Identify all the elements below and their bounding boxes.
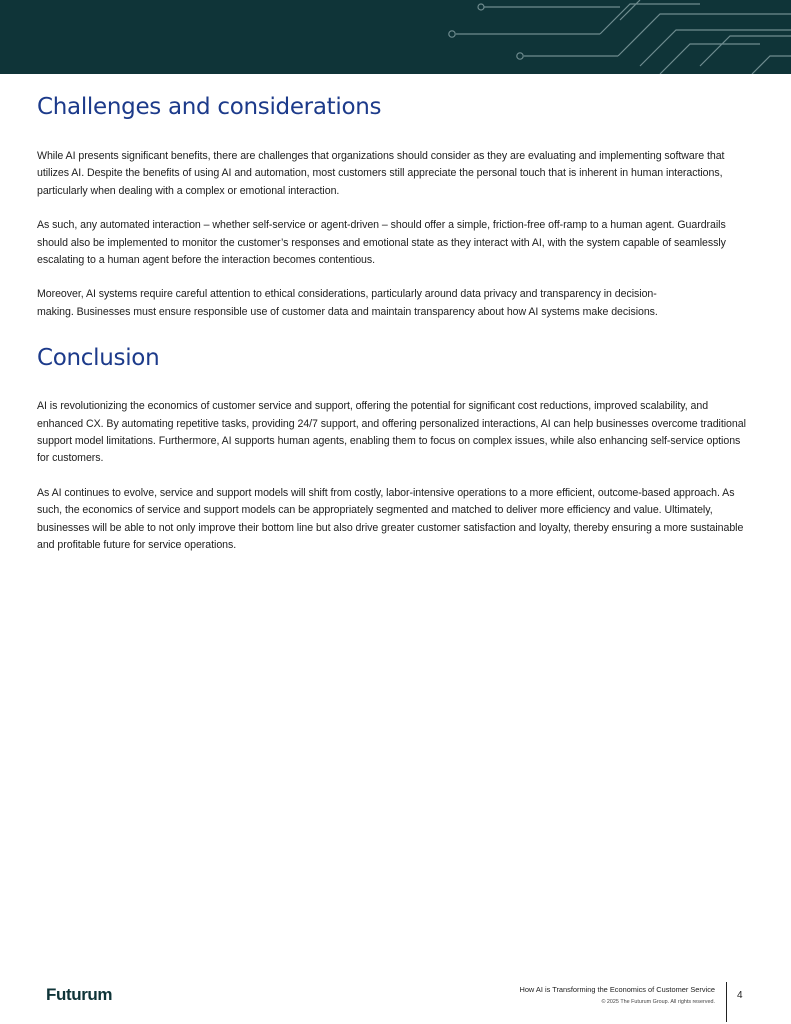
footer-copyright: © 2025 The Futurum Group. All rights reserved. xyxy=(601,999,715,1005)
challenges-paragraph-1: While AI presents significant benefits, there are challenges that organizations should consider as they are evaluating and implementing software that utilizes AI. Despite the benefits of using AI and automation, most customers still appreciate the personal touch that is inherent in human interactions, particularly when dealing with a complex or emotional interaction. xyxy=(37,150,725,197)
futurum-logo: Futurum xyxy=(46,985,113,1004)
footer-doc-title: How AI is Transforming the Economics of Customer Service xyxy=(519,985,715,994)
circuit-decoration-icon xyxy=(0,0,791,74)
conclusion-paragraph-2: As AI continues to evolve, service and support models will shift from costly, labor-intensive operations to a more efficient, outcome-based approach. As such, the economics of service and support models can be appropriately segmented and matched to deliver more efficiency and value. Ultimately, businesses will be able to not only improve their bottom line but also drive greater customer satisfaction and loyalty, thereby ensuring a more sustainable and profitable future for service operations. xyxy=(37,486,744,552)
challenges-paragraph-2: As such, any automated interaction – whether self-service or agent-driven – should offer a simple, friction-free off-ramp to a human agent. Guardrails should also be implemented to monitor the customer’s responses and emotional state as they interact with AI, with the system capable of seamlessly escalating to a human agent before the interaction becomes contentious. xyxy=(37,219,726,267)
page-number: 4 xyxy=(737,990,743,1001)
header-band xyxy=(0,0,791,74)
main-content xyxy=(37,92,753,555)
challenges-paragraph-3: Moreover, AI systems require careful attention to ethical considerations, particularly around data privacy and transparency in decision-making. Businesses must ensure responsible use of customer data and maintain transparency about how AI systems make decisions. xyxy=(37,288,658,318)
conclusion-paragraph-1: AI is revolutionizing the economics of customer service and support, offering the potential for significant cost reductions, improved scalability, and enhanced CX. By automating repetitive tasks, providing 24/7 support, and offering personalized interactions, AI can help businesses overcome traditional support model limitations. Furthermore, AI supports human agents, enabling them to focus on complex issues, while also enhancing self-service options for customers. xyxy=(37,400,746,465)
conclusion-heading: Conclusion xyxy=(37,345,160,372)
footer-info xyxy=(519,985,715,1009)
challenges-heading: Challenges and considerations xyxy=(37,94,382,120)
footer-divider xyxy=(726,982,727,1022)
